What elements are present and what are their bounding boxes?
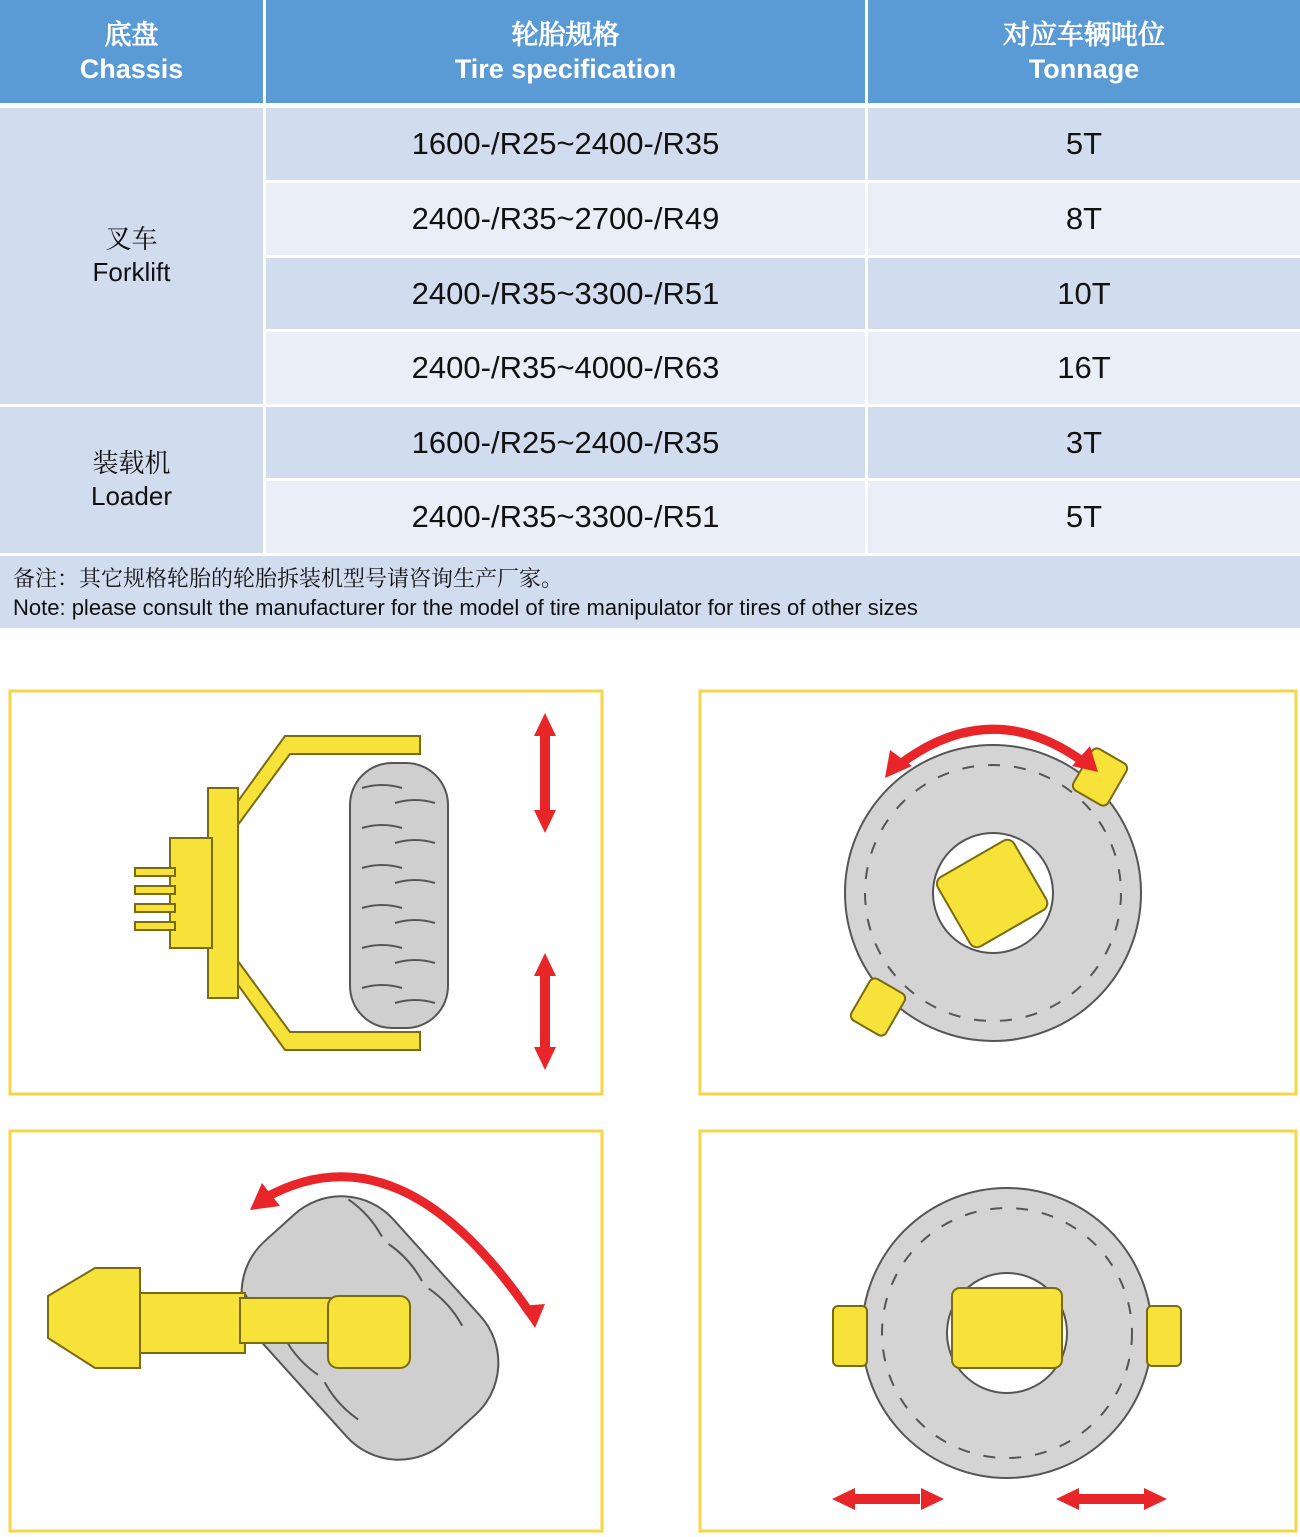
clamp-side-view-icon <box>0 688 612 1098</box>
illustration-arm-tilt <box>0 1128 612 1537</box>
header-tire-spec <box>266 0 865 103</box>
header-chassis <box>0 0 263 103</box>
row-5-spec: 1600-/R25~2400-/R35 <box>266 407 865 478</box>
header-chassis-zh: 底盘 <box>104 19 159 50</box>
note-en: Note: please consult the manufacturer for the model of tire manipulator for tires of other sizes <box>13 595 918 620</box>
table-note <box>0 556 1300 628</box>
header-tonnage <box>868 0 1300 103</box>
row-5-tonnage: 3T <box>868 407 1300 478</box>
group-loader <box>0 407 263 553</box>
header-tire-spec-en: Tire specification <box>454 53 677 84</box>
group-loader-zh: 装载机 <box>92 448 171 478</box>
note-zh: 备注：其它规格轮胎的轮胎拆装机型号请咨询生产厂家。 <box>13 566 564 591</box>
row-2-spec: 2400-/R35~2700-/R49 <box>266 183 865 255</box>
row-3-spec: 2400-/R35~3300-/R51 <box>266 258 865 329</box>
header-tire-spec-zh: 轮胎规格 <box>511 19 620 50</box>
row-6-spec: 2400-/R35~3300-/R51 <box>266 481 865 553</box>
illustration-clamp-side-view <box>0 688 612 1098</box>
row-2-tonnage: 8T <box>868 183 1300 255</box>
illustration-tire-front-view <box>690 1128 1300 1537</box>
tire-rotate-icon <box>690 688 1300 1098</box>
tire-front-view-icon <box>690 1128 1300 1537</box>
row-6-tonnage: 5T <box>868 481 1300 553</box>
tire-spec-table <box>0 0 1300 628</box>
group-forklift-en: Forklift <box>92 257 171 287</box>
row-1-tonnage: 5T <box>868 108 1300 180</box>
illustration-tire-rotation <box>690 688 1300 1098</box>
group-forklift-zh: 叉车 <box>105 224 158 254</box>
arm-tilt-icon <box>0 1128 612 1537</box>
header-tonnage-zh: 对应车辆吨位 <box>1003 19 1165 50</box>
group-forklift <box>0 108 263 404</box>
group-loader-en: Loader <box>91 481 172 511</box>
row-3-tonnage: 10T <box>868 258 1300 329</box>
header-chassis-en: Chassis <box>79 53 184 84</box>
header-tonnage-en: Tonnage <box>1028 53 1140 84</box>
row-4-spec: 2400-/R35~4000-/R63 <box>266 332 865 404</box>
row-1-spec: 1600-/R25~2400-/R35 <box>266 108 865 180</box>
row-4-tonnage: 16T <box>868 332 1300 404</box>
